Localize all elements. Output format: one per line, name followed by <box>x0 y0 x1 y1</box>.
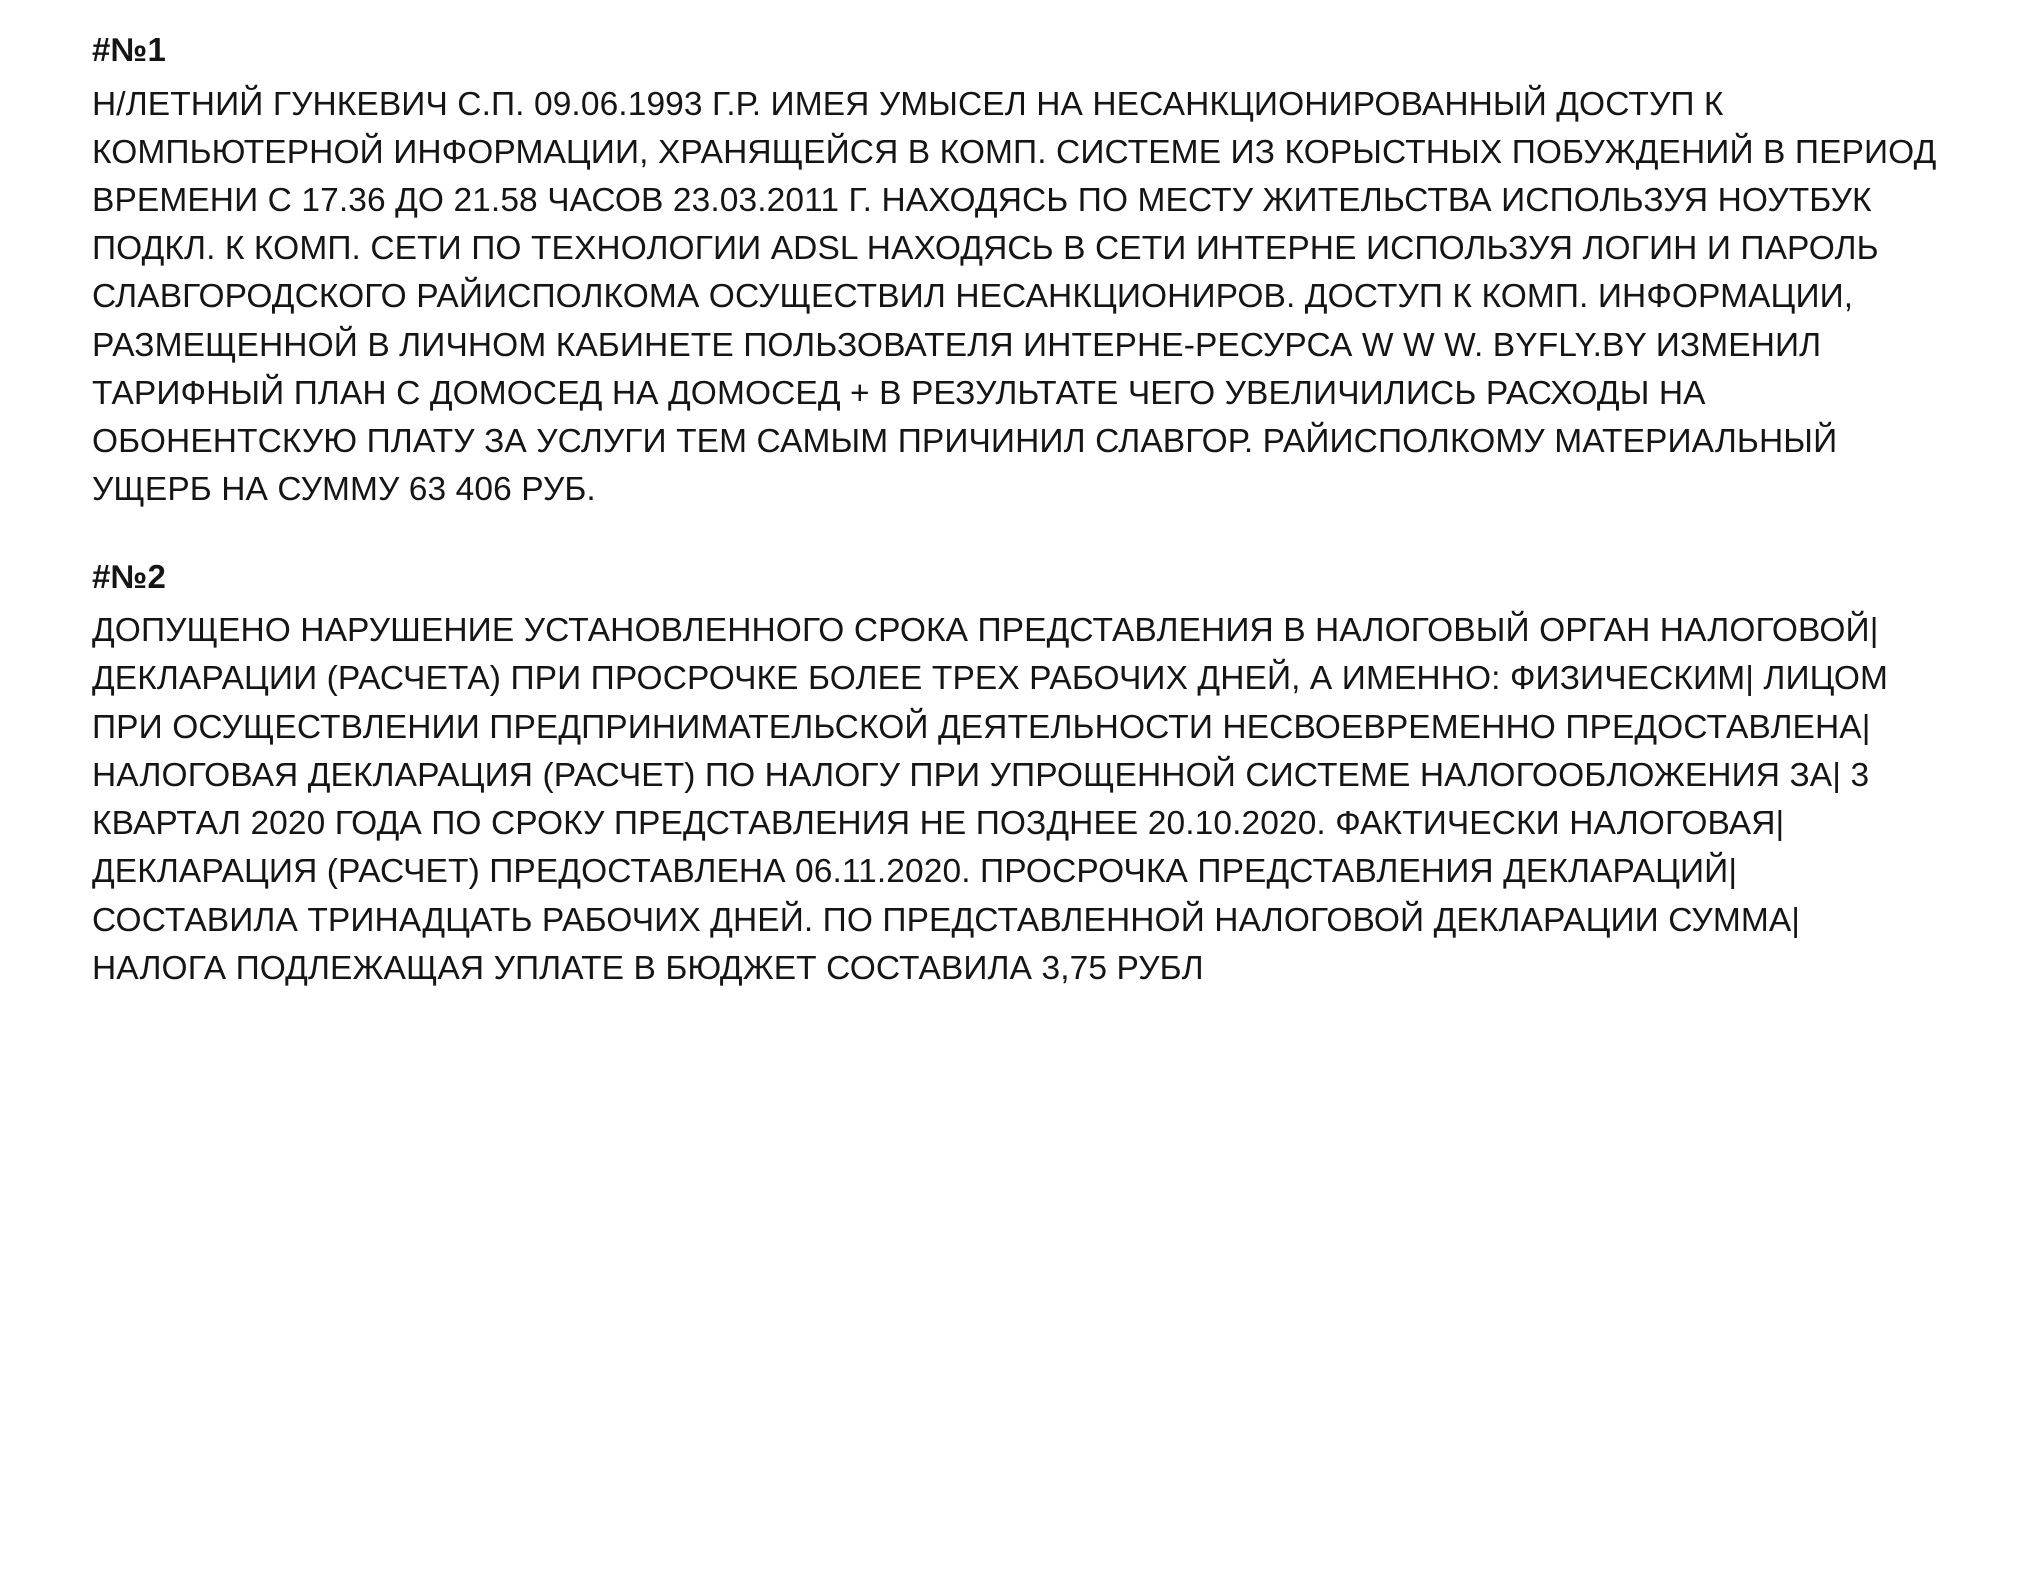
entry-1-heading: #№1 <box>92 31 167 68</box>
document-entry-1 <box>92 28 1946 515</box>
entry-2-body: ДОПУЩЕНО НАРУШЕНИЕ УСТАНОВЛЕННОГО СРОКА ПРЕДСТАВЛЕНИЯ В НАЛОГОВЫЙ ОРГАН НАЛОГОВОЙ| ДЕКЛАРАЦИИ (РАСЧЕТА) ПРИ ПРОСРОЧКЕ БОЛЕЕ ТРЕХ РАБОЧИХ ДНЕЙ, А ИМЕННО: ФИЗИЧЕСКИМ| ЛИЦОМ ПРИ ОСУЩЕСТВЛЕНИИ ПРЕДПРИНИМАТЕЛЬСКОЙ ДЕЯТЕЛЬНОСТИ НЕСВОЕВРЕМЕННО ПРЕДОСТАВЛЕНА| НАЛОГОВАЯ ДЕКЛАРАЦИЯ (РАСЧЕТ) ПО НАЛОГУ ПРИ УПРОЩЕННОЙ СИСТЕМЕ НАЛОГООБЛОЖЕНИЯ ЗА| 3 КВАРТАЛ 2020 ГОДА ПО СРОКУ ПРЕДСТАВЛЕНИЯ НЕ ПОЗДНЕЕ 20.10.2020. ФАКТИЧЕСКИ НАЛОГОВАЯ| ДЕКЛАРАЦИЯ (РАСЧЕТ) ПРЕДОСТАВЛЕНА 06.11.2020. ПРОСРОЧКА ПРЕДСТАВЛЕНИЯ ДЕКЛАРАЦИЙ| СОСТАВИЛА ТРИНАДЦАТЬ РАБОЧИХ ДНЕЙ. ПО ПРЕДСТАВЛЕННОЙ НАЛОГОВОЙ ДЕКЛАРАЦИИ СУММА| НАЛОГА ПОДЛЕЖАЩАЯ УПЛАТЕ В БЮДЖЕТ СОСТАВИЛА 3,75 РУБЛ <box>92 612 1898 987</box>
entry-2-heading: #№2 <box>92 557 167 595</box>
entry-1-body: Н/ЛЕТНИЙ ГУНКЕВИЧ С.П. 09.06.1993 Г.Р. ИМЕЯ УМЫСЕЛ НА НЕСАНКЦИОНИРОВАННЫЙ ДОСТУП К КОМПЬЮТЕРНОЙ ИНФОРМАЦИИ, ХРАНЯЩЕЙСЯ В КОМП. СИСТЕМЕ ИЗ КОРЫСТНЫХ ПОБУЖДЕНИЙ В ПЕРИОД ВРЕМЕНИ С 17.36 ДО 21.58 ЧАСОВ 23.03.2011 Г. НАХОДЯСЬ ПО МЕСТУ ЖИТЕЛЬСТВА ИСПОЛЬЗУЯ НОУТБУК ПОДКЛ. К КОМП. СЕТИ ПО ТЕХНОЛОГИИ ADSL НАХОДЯСЬ В СЕТИ ИНТЕРНЕ ИСПОЛЬЗУЯ ЛОГИН И ПАРОЛЬ СЛАВГОРОДСКОГО РАЙИСПОЛКОМА ОСУЩЕСТВИЛ НЕСАНКЦИОНИРОВ. ДОСТУП К КОМП. ИНФОРМАЦИИ, РАЗМЕЩЕННОЙ В ЛИЧНОМ КАБИНЕТЕ ПОЛЬЗОВАТЕЛЯ ИНТЕРНЕ-РЕСУРСА W W W. BYFLY.BY ИЗМЕНИЛ ТАРИФНЫЙ ПЛАН С ДОМОСЕД НА ДОМОСЕД + В РЕЗУЛЬТАТЕ ЧЕГО УВЕЛИЧИЛИСЬ РАСХОДЫ НА ОБОНЕНТСКУЮ ПЛАТУ ЗА УСЛУГИ ТЕМ САМЫМ ПРИЧИНИЛ СЛАВГОР. РАЙИСПОЛКОМУ МАТЕРИАЛЬНЫЙ УЩЕРБ НА СУММУ 63 406 РУБ. <box>92 85 1946 509</box>
document-entry-2 <box>92 555 1943 993</box>
